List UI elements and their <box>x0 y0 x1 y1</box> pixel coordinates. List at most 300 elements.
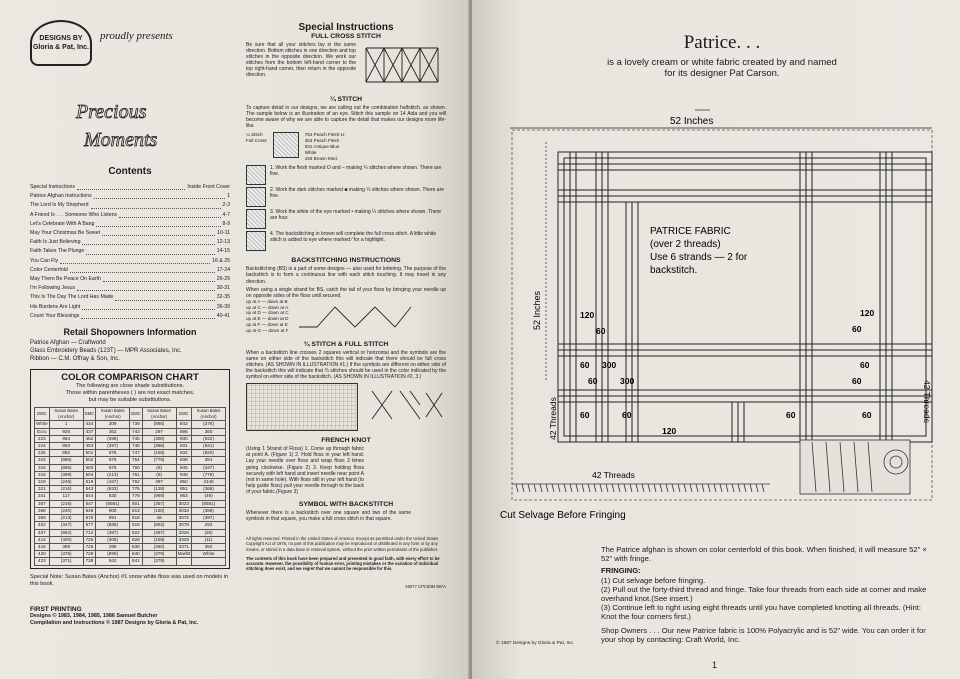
svg-text:Precious: Precious <box>76 101 147 123</box>
shop-owners-note: Shop Owners . . . Our new Patrice fabric is 100% Polyacrylic and is 52" wide. You can order it for your shop by contacting: Craft World, Inc. <box>601 625 926 644</box>
quarter-key <box>246 132 446 161</box>
left-column-1 <box>30 20 230 627</box>
ccc-cell: (216) <box>49 486 83 493</box>
ccc-cell: 318 <box>35 471 50 478</box>
ccc-cell: (8581) <box>192 500 226 507</box>
ccc-row <box>35 543 226 550</box>
ccc-row <box>35 507 226 514</box>
ccc-cell: 382 <box>192 543 226 550</box>
knot-insert <box>800 440 910 494</box>
ccc-header-cell: Susan Bates (Anchor) <box>96 408 130 421</box>
ccc-cell: 297 <box>142 428 176 435</box>
ccc-cell: (9) <box>142 464 176 471</box>
ccc-cell: 117 <box>49 493 83 500</box>
toc-entry <box>30 220 230 229</box>
ccc-cell: 963 <box>176 493 192 500</box>
ccc-cell: 452 <box>83 435 96 442</box>
ccc-cell: 402 <box>35 522 50 529</box>
ccc-title: COLOR COMPARISON CHART <box>61 372 199 384</box>
three-quarter-text: When a backstitch line crosses 2 squares vertical or horizontal and the symbols are the same on either side of the backstitch this will indicate that there should be full cross stitches. (AS SHOWN IN ILLUSTRATION #1.) If the symbols are different on either side of the backstitch this will indicate that ¾ stitches should be used in the color indicated by the symbol on either side of the backstitch. (AS SHOWN IN ILLUSTRATION #2, 3.) <box>246 349 446 381</box>
full-cross-diagram <box>360 40 444 90</box>
thread-count: 60 <box>580 360 590 370</box>
ccc-cell: White <box>36 421 48 427</box>
toc-page: 12-13 <box>216 239 230 246</box>
ccc-cell: 760 <box>130 464 143 471</box>
toc-title: Count Your Blessings <box>30 312 80 319</box>
thread-count: 300 <box>602 360 617 370</box>
thread-count: 60 <box>852 324 862 334</box>
toc-entry <box>30 201 230 210</box>
step-text: 3. Work the white of the eye marked • making ¼ stitches where shown. There are four. <box>270 209 442 222</box>
ccc-cell: 369 <box>35 515 50 522</box>
bs-step: up at C — down at A <box>246 304 289 310</box>
patrice-title: Patrice. . . <box>683 32 761 53</box>
ccc-row <box>35 428 226 435</box>
accuracy-notice: The contents of this book have been prepared and presented in good faith, with every effort to be accurate. However, the possibility of human error, printing mistakes or the variation of individual stitching does exist, and we regret that we cannot be responsible for this. <box>246 556 440 572</box>
ccc-cell: 415 <box>35 543 50 550</box>
step-item <box>246 187 446 207</box>
quarter-stitch-title: ¼ STITCH <box>329 96 363 103</box>
left-column-2 <box>246 22 446 589</box>
toc-page: 26-29 <box>216 276 230 283</box>
thread-count: 120 <box>662 426 677 436</box>
ccc-cell: 948 <box>176 471 192 478</box>
ccc-cell: 745 <box>130 435 143 442</box>
ccc-cell: 367 <box>35 500 50 507</box>
ccc-cell: 647 <box>83 500 96 507</box>
ccc-cell: 397 <box>142 479 176 486</box>
bs-step: up at E — down at D <box>246 316 289 322</box>
ccc-row <box>35 529 226 536</box>
patrice-subtitle: is a lovely cream or white fabric created by and named for its designer Pat Carson. <box>607 57 837 79</box>
toc-title: May Your Christmas Be Sweet <box>30 230 101 237</box>
ccc-cell: 932 <box>176 450 192 457</box>
toc-title: This Is The Day The Lord Has Made <box>30 294 114 301</box>
toc-title: Faith Takes The Plunge <box>30 248 85 255</box>
ccc-cell: (360) <box>142 543 176 550</box>
toc-title: Let's Celebrate With A Bang <box>30 220 95 227</box>
thread-count: 300 <box>620 376 635 386</box>
toc-page: 32-35 <box>216 294 230 301</box>
ccc-cell: 762 <box>130 479 143 486</box>
ccc-cell: 839 <box>130 543 143 550</box>
toc-leader <box>115 293 214 300</box>
toc-page: 17-24 <box>216 266 230 273</box>
fringing-step: (1) Cut selvage before fringing. <box>601 575 706 585</box>
toc-page: Inside Front Cover <box>187 184 230 190</box>
toc-title: I'm Following Jesus <box>30 285 76 292</box>
toc-entry <box>30 312 230 321</box>
ccc-cell: (379) <box>142 551 176 558</box>
brand-logo-badge: DESIGNS BY Gloria & Pat, Inc. <box>30 20 92 66</box>
step-text: 2. Work the dark stitches marked ■ making ¼ stitches where shown. There are five. <box>270 187 445 200</box>
ccc-header-cell: DMC <box>35 408 50 421</box>
ccc-cell <box>176 558 192 565</box>
ccc-cell: 362 <box>96 428 130 435</box>
ccc-cell: (895) <box>49 464 83 471</box>
color-key <box>305 132 345 161</box>
toc-page: 30-31 <box>216 285 230 292</box>
ccc-cell: 433 <box>35 558 50 565</box>
ccc-cell: 502 <box>83 457 96 464</box>
ccc-cell: 892 <box>49 450 83 457</box>
ccc-cell: (371) <box>49 558 83 565</box>
ccc-row <box>35 558 226 565</box>
ccc-cell: (366) <box>192 486 226 493</box>
ccc-cell: 501 <box>83 450 96 457</box>
toc-entry <box>30 183 230 192</box>
ccc-table <box>34 407 226 565</box>
step-item <box>246 165 446 185</box>
toc-leader <box>77 284 215 291</box>
thread-count: 60 <box>852 376 862 386</box>
thread-count: 60 <box>862 410 872 420</box>
toc-title: His Burdens Are Light <box>30 303 81 310</box>
dim-width-label: 52 Inches <box>670 116 714 127</box>
ccc-cell: 938 <box>176 457 192 464</box>
ccc-row <box>35 551 226 558</box>
ccc-row <box>35 536 226 543</box>
ccc-cell: 225 <box>35 450 50 457</box>
ccc-cell: 761 <box>130 471 143 478</box>
ccc-row <box>35 435 226 442</box>
ccc-cell: 893 <box>49 443 83 450</box>
fringing-step: (3) Continue left to right using eight threads until you have completed knotting all threads. (Hint: Knot the four corners first.) <box>601 603 921 622</box>
toc-leader <box>82 303 215 310</box>
ccc-cell: (882) <box>49 529 83 536</box>
first-printing: FIRST PRINTING <box>30 605 82 613</box>
ccc-cell: (375) <box>49 551 83 558</box>
ccc-cell: (158) <box>142 450 176 457</box>
ccc-cell: (920) <box>192 450 226 457</box>
retail-title: Retail Shopowners Information <box>63 327 197 338</box>
ccc-cell: (921) <box>192 443 226 450</box>
thread-count: 120 <box>580 310 595 320</box>
precious-moments-logo <box>70 92 190 154</box>
toc-title: Color Centerfold <box>30 266 68 273</box>
ccc-cell: (388) <box>192 507 226 514</box>
ccc-cell: 725 <box>83 536 96 543</box>
thread-count: 60 <box>580 410 590 420</box>
copyright-line: Designs © 1983, 1984, 1985, 1986 Samuel Butcher <box>30 612 158 619</box>
ccc-cell <box>192 558 226 565</box>
ccc-row <box>35 457 226 464</box>
ccc-cell: 841 <box>130 558 143 565</box>
ccc-cell: 644 <box>83 493 96 500</box>
toc-entry <box>30 238 230 247</box>
ccc-cell: (778) <box>142 457 176 464</box>
ccc-cell: 381 <box>192 457 226 464</box>
thread-count: 60 <box>860 360 870 370</box>
ccc-cell: (300) <box>142 435 176 442</box>
ccc-cell: (399) <box>49 471 83 478</box>
thread-count: 60 <box>622 410 632 420</box>
ccc-cell: 321 <box>35 486 50 493</box>
ccc-cell: 434 <box>83 421 96 428</box>
ccc-cell: 414 <box>35 536 50 543</box>
proudly-presents: proudly presents <box>100 30 173 42</box>
toc-leader <box>102 229 215 236</box>
toc-page: 10-11 <box>217 230 230 237</box>
ccc-cell: 891 <box>96 515 130 522</box>
ccc-cell: 504 <box>83 471 96 478</box>
ccc-cell: 813 <box>130 507 143 514</box>
fabric-label-line: backstitch. <box>650 265 698 276</box>
ccc-cell: 407 <box>35 529 50 536</box>
ccc-cell: 48 <box>142 515 176 522</box>
ccc-cell: (386) <box>142 443 176 450</box>
ccc-cell: 316 <box>35 464 50 471</box>
ccc-cell: (890) <box>96 551 130 558</box>
ccc-cell: (397) <box>192 515 226 522</box>
ccc-cell: (347) <box>49 522 83 529</box>
ccc-cell: 420 <box>35 551 50 558</box>
threads-42-label: 42 Threads <box>592 470 635 480</box>
toc-leader <box>96 220 220 227</box>
ccc-note: but may be suitable substitutions. <box>88 397 172 404</box>
ccc-cell: (128) <box>142 486 176 493</box>
ccc-cell: (49) <box>192 493 226 500</box>
thread-count: 120 <box>860 308 875 318</box>
ccc-cell: 648 <box>83 507 96 514</box>
toc-title: Faith Is Just Believing <box>30 239 81 246</box>
ccc-cell: 3023 <box>176 500 192 507</box>
ccc-cell: 931 <box>176 443 192 450</box>
toc-title: May There Be Peace On Earth <box>30 276 101 283</box>
ccc-cell: 828 <box>130 536 143 543</box>
ccc-cell: 677 <box>83 522 96 529</box>
toc-page: 4-7 <box>222 211 230 218</box>
ccc-cell: (387) <box>96 529 130 536</box>
ccc-cell: (160) <box>142 507 176 514</box>
ccc-cell: (378) <box>142 558 176 565</box>
color-comparison-chart <box>30 369 230 568</box>
full-cross-title: FULL CROSS STITCH <box>311 33 381 40</box>
svg-text:Moments: Moments <box>84 129 158 151</box>
toc-entry <box>30 257 230 266</box>
ccc-cell: (158) <box>142 536 176 543</box>
ccc-cell: 738 <box>83 558 96 565</box>
ccc-cell: 746 <box>130 443 143 450</box>
ccc-cell: 292 <box>192 522 226 529</box>
cut-selvage-label: Cut Selvage Before Fringing <box>500 510 626 521</box>
french-knot-section <box>246 437 446 495</box>
special-instructions-title: Special Instructions <box>298 22 394 33</box>
ccc-cell: (11) <box>192 536 226 543</box>
ccc-cell: White <box>192 551 226 558</box>
illustration-grid <box>246 383 358 431</box>
ccc-cell: 3328 <box>176 536 192 543</box>
ccc-cell: (376) <box>192 421 226 428</box>
step-item <box>246 209 446 229</box>
ccc-cell: 3326 <box>176 529 192 536</box>
key-line: 433 Brown Med. <box>304 155 339 161</box>
quarter-stitch-text: To capture detail in our designs, we are calling out the combination halfstitch, as shown. The sample below is an illustration of an eye. Stitch this sample on 14 Aida and you will become aware of why we are able to capture the detail that makes our designs more life-like. <box>246 105 446 130</box>
ccc-cell: (357) <box>142 500 176 507</box>
ccc-cell: 543 <box>83 486 96 493</box>
ccc-cell: (968) <box>142 493 176 500</box>
ccc-cell: 930 <box>176 435 192 442</box>
ccc-cell: 739 <box>130 421 143 428</box>
ccc-cell: (8581) <box>96 500 130 507</box>
threads-42-label: 42 Threads <box>922 380 932 423</box>
toc-page: 2-3 <box>222 202 230 209</box>
ccc-cell: 726 <box>83 543 96 550</box>
ccc-cell: (213) <box>96 471 130 478</box>
toc-entry <box>30 284 230 293</box>
toc-leader <box>77 183 185 190</box>
ccc-note: The following are close shade substitutions. <box>75 383 185 390</box>
thread-count: 60 <box>596 326 606 336</box>
ccc-cell: 819 <box>130 522 143 529</box>
toc-leader <box>60 257 210 264</box>
toc-leader <box>81 312 214 319</box>
toc-title: Patrice Afghan Instructions <box>30 193 92 200</box>
toc-leader <box>103 275 215 282</box>
afghan-diagram-svg <box>500 100 940 530</box>
toc-entry <box>30 247 230 256</box>
ccc-cell: (306) <box>96 536 130 543</box>
ccc-cell: 878 <box>96 450 130 457</box>
special-note: Special Note: Susan Bates (Anchor) #1 snow white floss was used on models in this book. <box>30 573 229 587</box>
page-number: 1 <box>712 660 718 670</box>
illustration-stitches <box>366 383 446 429</box>
ccc-header-cell: Susan Bates (Anchor) <box>192 408 226 421</box>
ccc-cell: 818 <box>130 515 143 522</box>
ccc-cell: 224 <box>35 443 50 450</box>
ccc-cell: 676 <box>83 515 96 522</box>
three-quarter-title: ¾ STITCH & FULL STITCH <box>303 340 389 348</box>
ccc-cell: (8) <box>142 471 176 478</box>
ccc-cell: 778 <box>130 493 143 500</box>
ccc-header-row <box>35 408 226 421</box>
right-page-footer: © 1987 Designs by Gloria & Pat, Inc. <box>496 641 575 646</box>
ccc-cell: 830 <box>96 493 130 500</box>
retail-line: Ribbon — C.M. Offray & Son, Inc. <box>30 356 120 363</box>
ccc-cell: (922) <box>192 435 226 442</box>
ccc-cell: 840 <box>130 551 143 558</box>
ccc-cell: 223 <box>35 435 50 442</box>
ccc-cell: (400) <box>49 536 83 543</box>
toc-page: 14-15 <box>216 248 230 255</box>
ccc-cell: 712 <box>83 529 96 536</box>
ccc-cell: 295 <box>96 543 130 550</box>
ccc-row <box>35 515 226 522</box>
toc-title: A Friend Is . . . Someone Who Listens <box>30 211 118 218</box>
ccc-cell: 743 <box>130 428 143 435</box>
dim-height-label: 52 Inches <box>532 290 542 330</box>
print-code: 26077 CPC50M 987A <box>405 583 446 589</box>
step-text: 4. The backstitching in brown will complete the full cross stitch. A little white stitch is added to eye where marked ⁄ for a highlight. <box>270 231 437 244</box>
ccc-cell: (397) <box>96 443 130 450</box>
ccc-header-cell: DMC <box>176 408 192 421</box>
ccc-cell: 398 <box>49 543 83 550</box>
ccc-cell: (213) <box>49 515 83 522</box>
backstitch-steps-wrap <box>246 299 446 335</box>
ccc-cell: 341 <box>35 493 50 500</box>
ccc-row <box>35 471 226 478</box>
fabric-label-line: (over 2 threads) <box>650 239 721 250</box>
toc-title: Special Instructions <box>30 184 75 190</box>
backstitch-diagram <box>295 299 415 335</box>
ccc-header-cell: DMC <box>83 408 96 421</box>
thread-count: 60 <box>786 410 796 420</box>
ccc-header-cell: Susan Bates (Anchor) <box>142 408 176 421</box>
contents-title: Contents <box>108 166 152 177</box>
ccc-cell: 360 <box>192 428 226 435</box>
step-figure <box>246 187 266 207</box>
ccc-row <box>35 500 226 507</box>
bs-step: up at F — down at E <box>246 322 288 328</box>
symbol-text: Whenever there is a backstitch over one square and two of the same symbols in that square, you make a full cross stitch in that square. <box>246 510 411 523</box>
ccc-cell: 926 <box>49 428 83 435</box>
full-cross-section <box>246 40 446 90</box>
three-quarter-section <box>246 341 446 431</box>
bs-step: up at A — down at B <box>246 298 288 304</box>
ccc-cell: 3033 <box>176 507 192 514</box>
toc-entry <box>30 266 230 275</box>
ccc-row <box>35 421 226 428</box>
ccc-row <box>35 479 226 486</box>
backstitch-text: Backstitching (BS) is a part of some designs — also used for lettering. The purpose of the backstitch is to form a continuous line with each stitch touching. It may travel in any direction. <box>246 266 446 285</box>
fabric-label-line: Use 6 strands — 2 for <box>650 252 748 263</box>
bs-step: up at D — down at C <box>246 310 289 316</box>
toc-entry <box>30 275 230 284</box>
retail-line: Glass Embroidery Beads (123T) — MPR Associates, Inc. <box>30 348 182 355</box>
toc-leader <box>91 201 221 208</box>
afghan-diagram <box>500 100 940 530</box>
brand-header <box>30 20 230 82</box>
full-cross-text: Be sure that all your stitches lay in the same direction. Bottom stitches in one direction and top stitches in the opposite direction. We work our stitches from the bottom left-hand corner to the top right-hand corner, then return in the opposite direction. <box>246 42 356 79</box>
toc-entry <box>30 229 230 238</box>
ccc-cell: 319 <box>35 479 50 486</box>
toc-leader <box>82 238 214 245</box>
toc-leader <box>94 192 225 199</box>
ccc-cell: (896) <box>49 457 83 464</box>
french-knot-text: (Using 1 Strand of Floss) 1. Come up through fabric at point A. (Figure 1) 2. Hold floss in your left hand. Lay your needle over floss and wrap floss 3 times going clockwise. (Figure 2) 3. Keep holding floss securely with left hand and insert needle near point A (not in same hole). With floss still in your left hand (to help guide floss) pull your needle through to the back of your fabric.(Figure 3) <box>246 446 364 495</box>
ccc-cell: 519 <box>83 479 96 486</box>
ccc-row <box>35 464 226 471</box>
key-line: 754 Peach Flesh-Lt <box>304 132 345 138</box>
copyright-line: Compilation and Instructions © 1987 Designs by Gloria & Pat, Inc. <box>30 619 199 626</box>
ccc-cell: (933) <box>96 486 130 493</box>
ccc-cell: (167) <box>96 479 130 486</box>
left-page <box>0 0 470 679</box>
toc-entry <box>30 303 230 312</box>
ccc-cell: 3078 <box>176 522 192 529</box>
retail-line: Patrice Afghan — Craftworld <box>30 340 106 347</box>
ccc-cell: (886) <box>96 522 130 529</box>
ccc-cell: 775 <box>130 486 143 493</box>
toc-leader <box>86 247 214 254</box>
ccc-cell: (778) <box>192 471 226 478</box>
toc-title: The Lord Is My Shepherd <box>30 202 89 209</box>
key-line: 931 Antique Blue <box>304 143 340 149</box>
ccc-cell: Ecru <box>35 428 50 435</box>
ccc-row <box>35 493 226 500</box>
ccc-cell: 875 <box>96 464 130 471</box>
ccc-cell: 801 <box>130 500 143 507</box>
ccc-cell: 1 <box>49 421 83 428</box>
ccc-cell: 898 <box>176 428 192 435</box>
backstitch-steps <box>246 299 289 335</box>
ccc-row <box>35 450 226 457</box>
quarter-stitch-section <box>246 96 446 251</box>
step-figure <box>246 165 266 185</box>
ccc-cell: 503 <box>83 464 96 471</box>
ccc-cell: (240) <box>49 507 83 514</box>
fringing-title: FRINGING: <box>601 566 641 576</box>
